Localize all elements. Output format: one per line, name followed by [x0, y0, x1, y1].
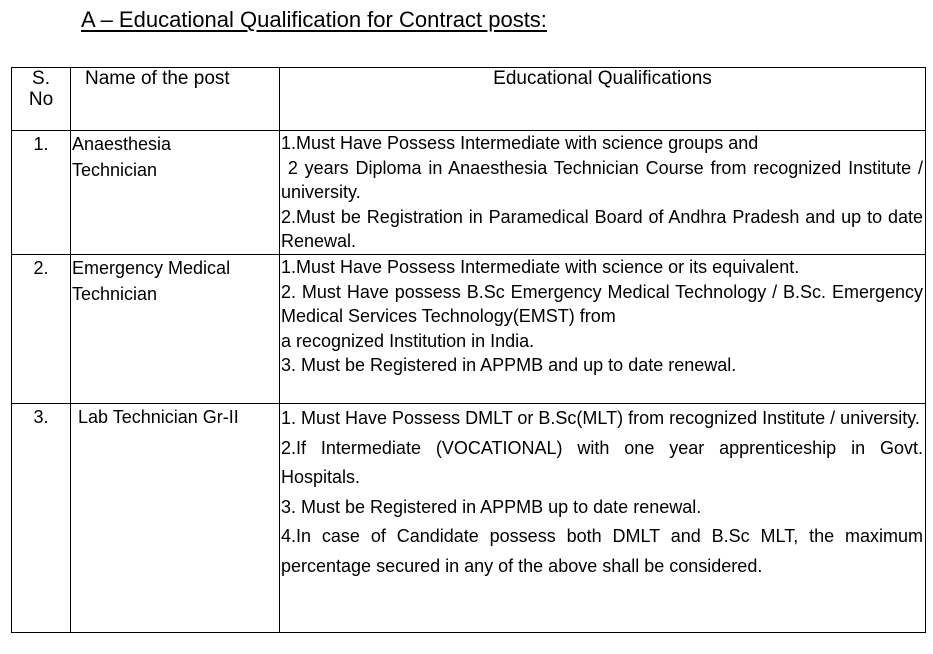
post-name-line1: Anaesthesia — [72, 134, 172, 154]
post-name — [71, 131, 280, 255]
qualifications-cell — [280, 255, 926, 404]
header-sno-line1: S. — [32, 68, 50, 89]
page-title: A – Educational Qualification for Contract posts: — [81, 7, 547, 32]
qualification-line: 3. Must be Registered in APPMB up to date renewal. — [281, 496, 702, 517]
post-name — [71, 255, 280, 404]
qualification-line: 1.Must Have Possess Intermediate with science groups and — [281, 133, 759, 153]
row-number: 2. — [12, 255, 71, 404]
table-row — [12, 404, 926, 633]
post-name-line2: Technician — [72, 160, 158, 180]
qualification-table — [11, 67, 929, 633]
row-number: 1. — [12, 131, 71, 255]
header-sno — [12, 68, 71, 131]
qualification-line: 2.If Intermediate (VOCATIONAL) with one year apprenticeship in Govt. Hospitals. — [281, 437, 923, 487]
header-sno-line2: No — [28, 89, 54, 110]
post-name: Lab Technician Gr-II — [71, 404, 280, 633]
qualification-line: 3. Must be Registered in APPMB and up to date renewal. — [281, 355, 737, 375]
header-post-name: Name of the post — [71, 68, 280, 131]
post-name-line1: Emergency Medical — [72, 258, 231, 278]
table-row — [12, 255, 926, 404]
table-row — [12, 131, 926, 255]
qualification-line: 1.Must Have Possess Intermediate with science or its equivalent. — [281, 257, 800, 277]
qualification-line: 1. Must Have Possess DMLT or B.Sc(MLT) from recognized Institute / university. — [281, 408, 920, 428]
qualification-line: 2. Must Have possess B.Sc Emergency Medical Technology / B.Sc. Emergency Medical Services Technology(EMST) from — [281, 281, 923, 326]
table-header-row — [12, 68, 926, 131]
header-qualifications: Educational Qualifications — [280, 68, 926, 131]
qualification-line: 2.Must be Registration in Paramedical Board of Andhra Pradesh and up to date Renewal. — [281, 206, 923, 251]
qualifications-cell — [280, 404, 926, 633]
qualification-line: 4.In case of Candidate possess both DMLT and B.Sc MLT, the maximum percentage secured in any of the above shall be considered. — [281, 526, 923, 576]
post-name-line2: Technician — [72, 284, 158, 304]
qualifications-cell — [280, 131, 929, 255]
qualification-line: 2 years Diploma in Anaesthesia Technician Course from recognized Institute / university. — [281, 157, 929, 202]
row-number: 3. — [12, 404, 71, 633]
qualification-line: a recognized Institution in India. — [281, 330, 535, 351]
